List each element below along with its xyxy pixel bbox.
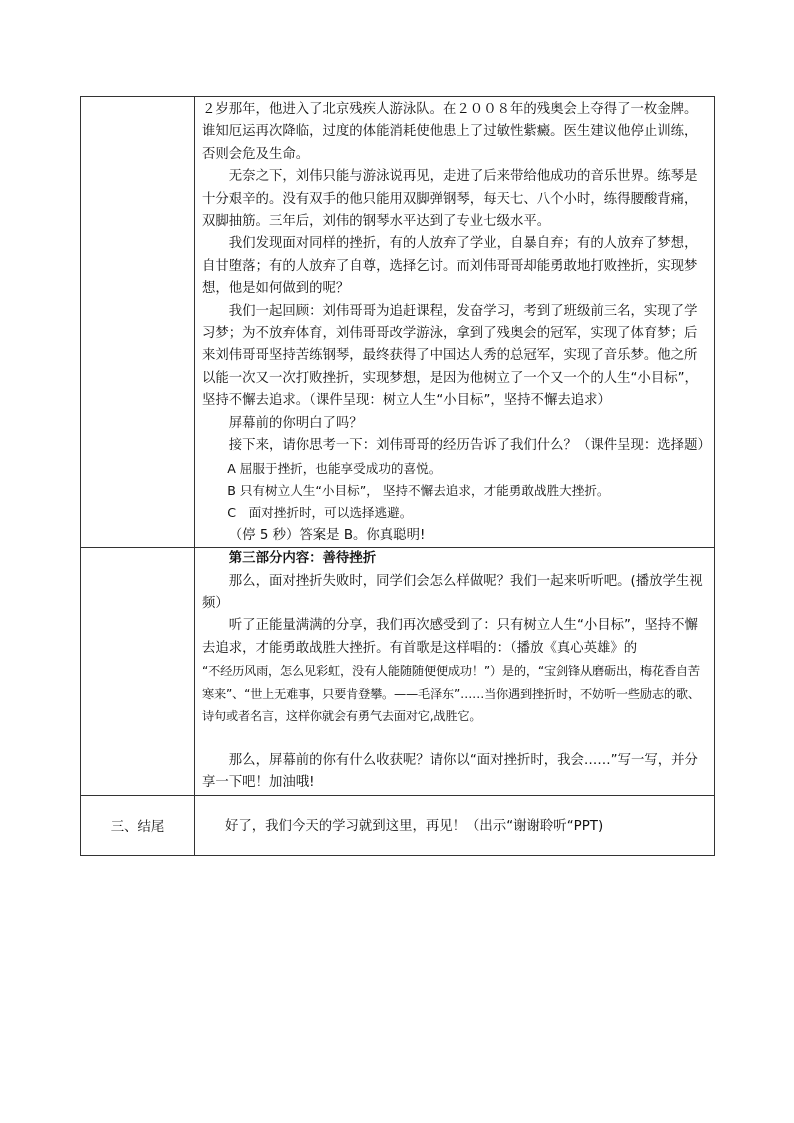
choice-option-a: A 屈服于挫折，也能享受成功的喜悦。 bbox=[227, 460, 442, 476]
answer-paragraph: （停 5 秒）答案是 B。你真聪明! bbox=[228, 527, 426, 543]
table-row bbox=[81, 97, 715, 548]
paragraph: ２岁那年，他进入了北京残疾人游泳队。在２００８年的残奥会上夺得了一枚金牌。谁知厄运再次降临，过度的体能消耗使他患上了过敏性紫癜。医生建议他停止训练，否则会危及生命。 bbox=[202, 102, 698, 162]
ending-text: 好了，我们今天的学习就到这里，再见！（出示“谢谢聆听“PPT) bbox=[225, 818, 604, 834]
choice-option-c: C 面对挫折时，可以选择逃避。 bbox=[227, 505, 413, 521]
paragraph: 那么，面对挫折失败时，同学们会怎么样做呢？我们一起来听听吧。(播放学生视频） bbox=[202, 573, 703, 611]
part3-heading: 第三部分内容：善待挫折 bbox=[228, 551, 377, 567]
paragraph: 无奈之下，刘伟只能与游泳说再见，走进了后来带给他成功的音乐世界。练琴是十分艰辛的。没有双手的他只能用双脚弹钢琴，每天七、八个小时，练得腰酸背痛，双脚抽筋。三年后，刘伟的钢琴水平达到了专业七级水平。 bbox=[202, 169, 698, 230]
table-row bbox=[81, 795, 715, 855]
lesson-plan-table bbox=[80, 96, 715, 856]
section-label-ending: 三、结尾 bbox=[81, 795, 195, 855]
table-row bbox=[81, 548, 715, 795]
paragraph: 听了正能量满满的分享，我们再次感受到了：只有树立人生“小目标”，坚持不懈去追求，才能勇敢战胜大挫折。有首歌是这样唱的：（播放《真心英雄》的 bbox=[202, 618, 698, 656]
paragraph: 接下来，请你思考一下：刘伟哥哥的经历告诉了我们什么？（课件呈现：选择题） bbox=[228, 438, 711, 454]
quote-paragraph: “不经历风雨，怎么见彩虹，没有人能随随便便成功！”）是的，“宝剑锋从磨砺出，梅花香自苦寒来”、“世上无难事，只要肯登攀。——毛泽东”……当你遇到挫折时，不妨听一些励志的歌、诗句或者名言，这样你就会有勇气去面对它,战胜它。 bbox=[202, 664, 700, 723]
paragraph: 屏幕前的你明白了吗？ bbox=[228, 415, 363, 431]
section-content-cell bbox=[195, 795, 715, 855]
section-label-cell bbox=[81, 548, 195, 795]
paragraph: 我们一起回顾：刘伟哥哥为追赶课程，发奋学习，考到了班级前三名，实现了学习梦；为不放弃体育，刘伟哥哥改学游泳，拿到了残奥会的冠军，实现了体育梦；后来刘伟哥哥坚持苦练钢琴，最终获得了中国达人秀的总冠军，实现了音乐梦。他之所以能一次又一次打败挫折，实现梦想，是因为他树立了一个又一个的人生“小目标”，坚持不懈去追求。（课件呈现：树立人生“小目标”，坚持不懈去追求） bbox=[202, 303, 698, 409]
part2-text bbox=[195, 97, 714, 547]
paragraph: 我们发现面对同样的挫折，有的人放弃了学业，自暴自弃；有的人放弃了梦想，自甘堕落；有的人放弃了自尊，选择乞讨。而刘伟哥哥却能勇敢地打败挫折，实现梦想，他是如何做到的呢？ bbox=[202, 236, 698, 297]
section-content-cell bbox=[195, 97, 715, 548]
section-label-cell bbox=[81, 97, 195, 548]
section-content-cell bbox=[195, 548, 715, 795]
blank-line bbox=[202, 727, 708, 749]
paragraph: 那么，屏幕前的你有什么收获呢？请你以“面对挫折时，我会……”写一写，并分享一下吧！加油哦! bbox=[202, 752, 698, 791]
part3-text bbox=[195, 548, 714, 794]
choice-option-b: B 只有树立人生“小目标”， 坚持不懈去追求，才能勇敢战胜大挫折。 bbox=[227, 482, 610, 498]
